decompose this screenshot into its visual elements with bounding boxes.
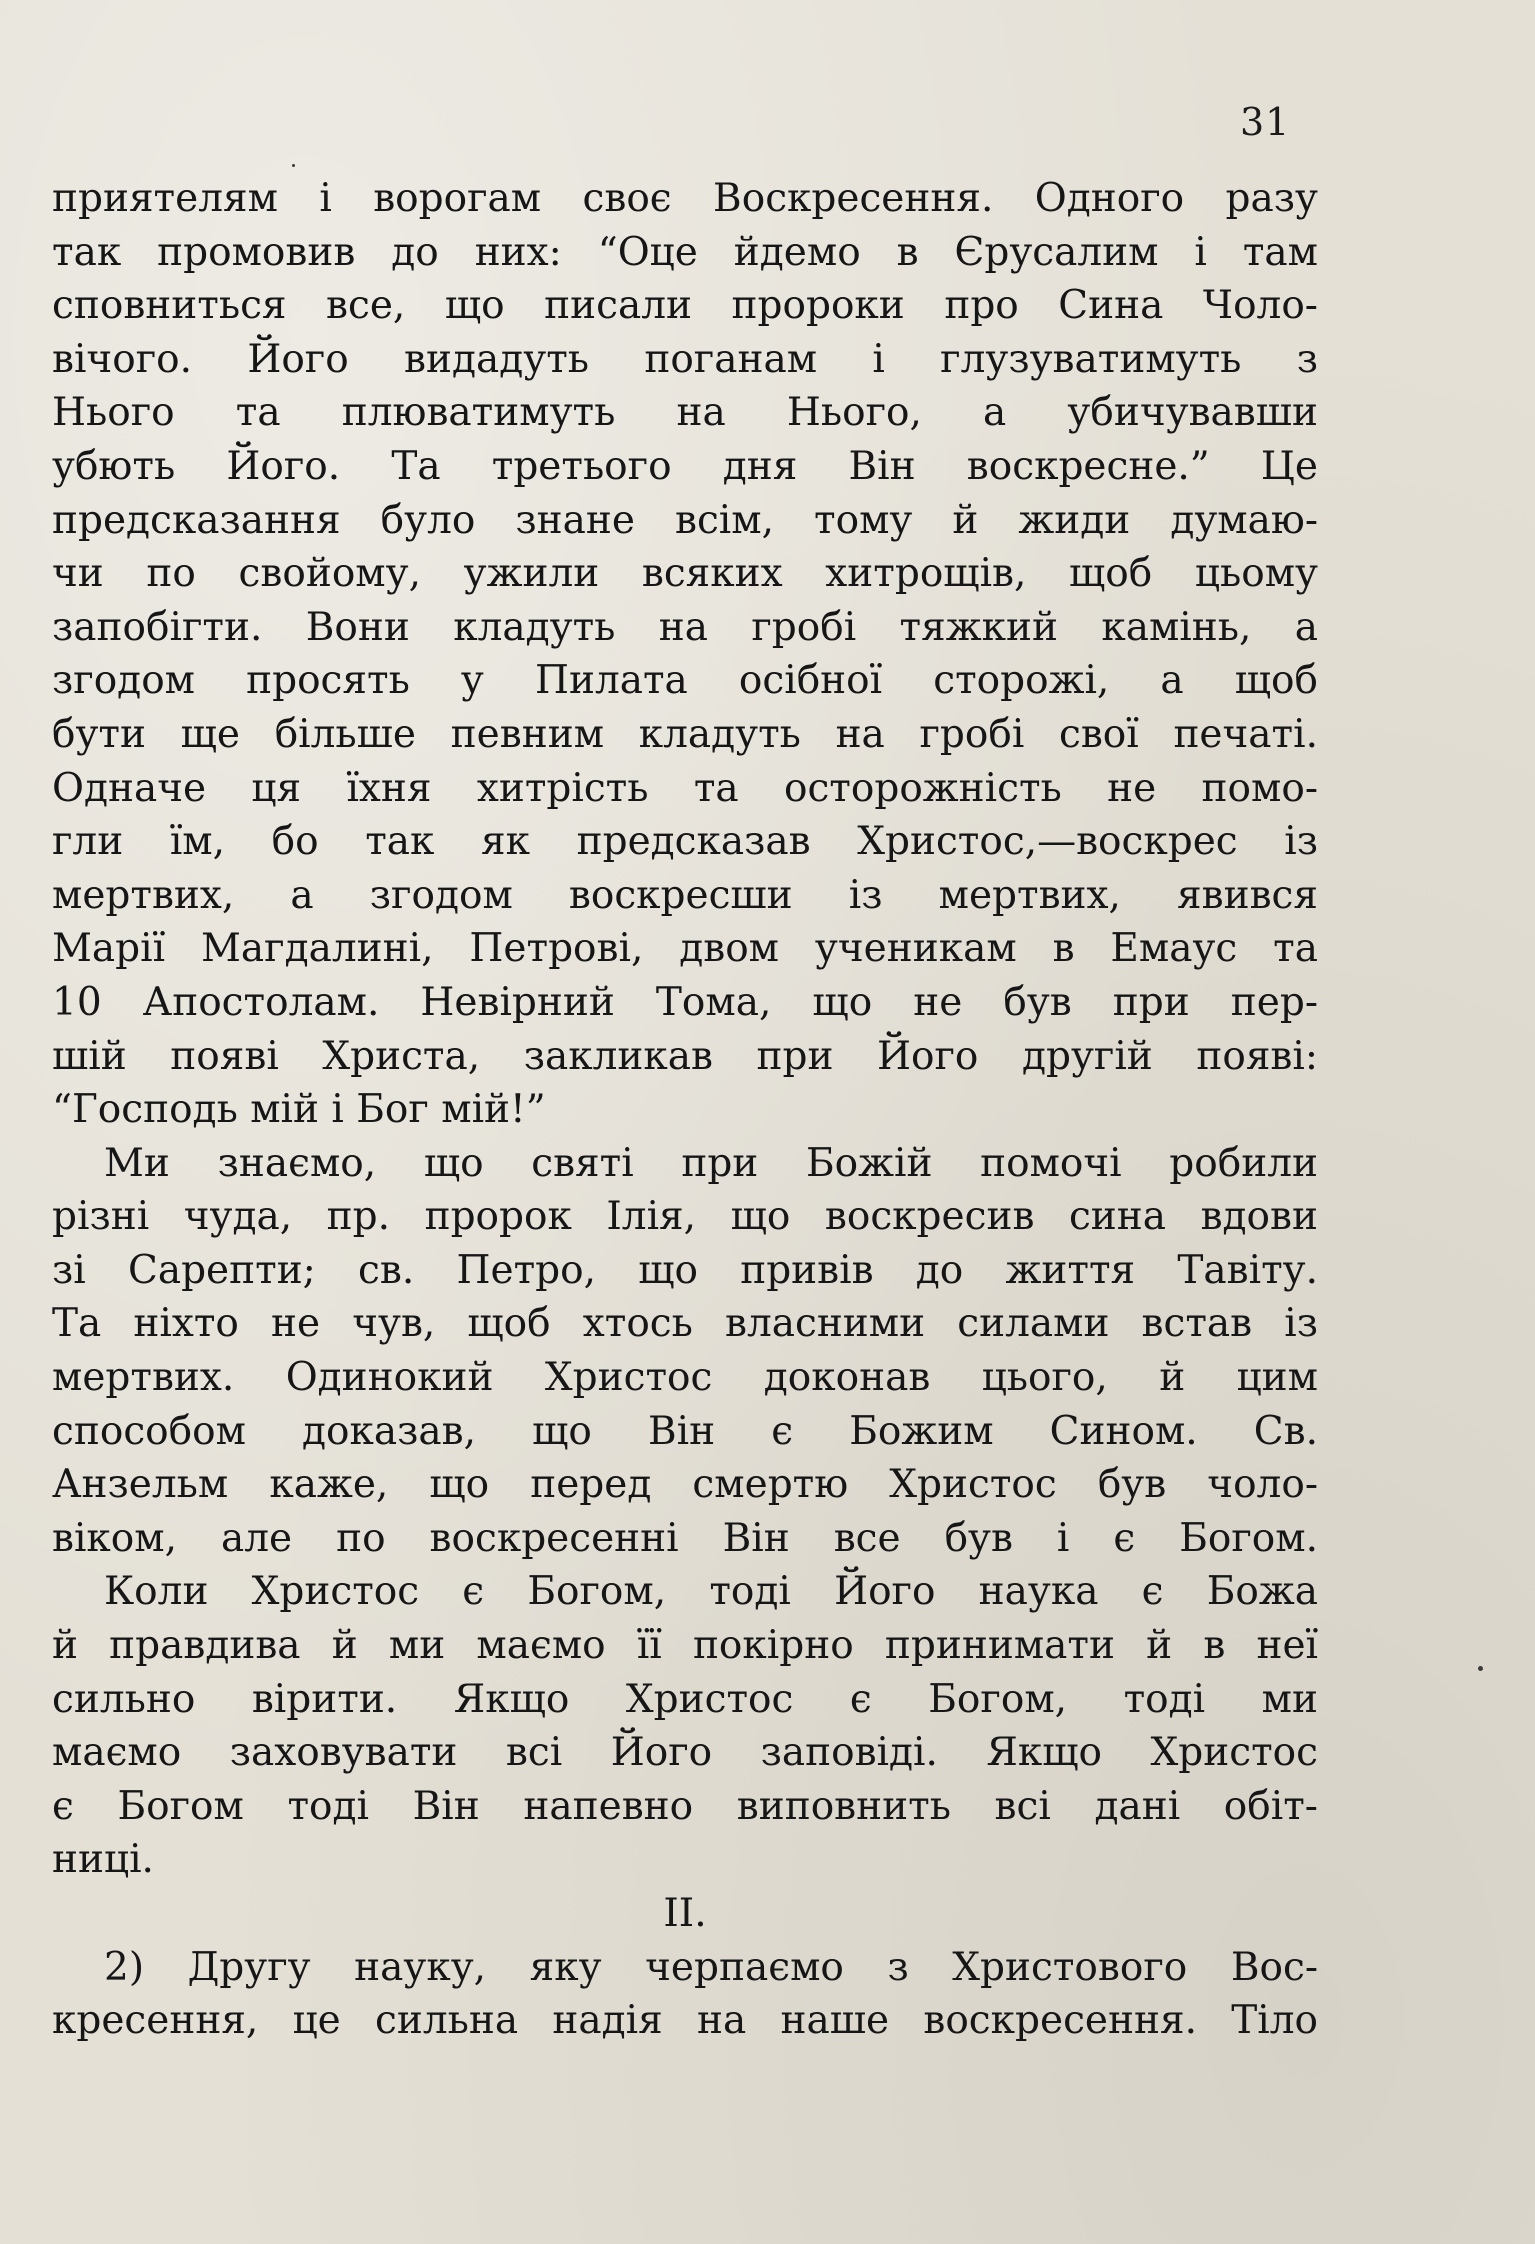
text-line: “Господь мій і Бог мій!” <box>52 1087 546 1133</box>
text-line: гли їм, бо так як предсказав Христос,—воскрес із <box>52 819 1318 865</box>
text-line: маємо заховувати всі Його заповіді. Якщо Христос <box>52 1730 1318 1776</box>
text-line: чи по свойому, ужили всяких хитрощів, щоб цьому <box>52 551 1318 597</box>
text-line: є Богом тоді Він напевно виповнить всі дані обіт- <box>52 1783 1318 1829</box>
text-line: різні чуда, пр. пророк Ілія, що воскресив сина вдови <box>52 1194 1318 1240</box>
text-line: кресення, це сильна надія на наше воскресення. Тіло <box>52 1998 1318 2044</box>
section-heading <box>52 1887 1318 1941</box>
text-line: Ми знаємо, що святі при Божій помочі робили <box>104 1140 1318 1186</box>
text-line: бути ще більше певним кладуть на гробі свої печаті. <box>52 711 1318 757</box>
paper-speck <box>292 164 295 167</box>
text-line: зі Сарепти; св. Петро, що привів до життя Тавіту. <box>52 1247 1318 1293</box>
text-line: шій появі Христа, закликав при Його другій появі: <box>52 1033 1318 1079</box>
text-line: вічого. Його видадуть поганам і глузуватимуть з <box>52 336 1318 382</box>
page-text <box>52 172 1318 2048</box>
text-line: Одначе ця їхня хитрість та осторожність не помо- <box>52 765 1318 811</box>
text-line: приятелям і ворогам своє Воскресення. Одного разу <box>52 176 1318 221</box>
text-line: так промовив до них: “Оце йдемо в Єрусалим і там <box>52 229 1318 275</box>
text-line: Марії Магдалині, Петрові, двом ученикам в Емаус та <box>52 926 1318 972</box>
text-line: мертвих. Одинокий Христос доконав цього, й цим <box>52 1355 1318 1401</box>
paper-speck <box>1478 1666 1483 1671</box>
paragraph-4 <box>52 1941 1318 2048</box>
text-line: предсказання було знане всім, тому й жиди думаю- <box>52 497 1318 543</box>
section-heading-text: II. <box>663 1891 707 1936</box>
text-line: сильно вірити. Якщо Христос є Богом, тоді ми <box>52 1676 1318 1722</box>
text-line: 10 Апостолам. Невірний Тома, що не був при пер- <box>52 979 1318 1025</box>
paragraph-1 <box>52 172 1318 1137</box>
text-line: сповниться все, що писали пророки про Сина Чоло- <box>52 283 1318 329</box>
text-line: ниці. <box>52 1837 154 1883</box>
text-line: Та ніхто не чув, щоб хтось власними силами встав із <box>52 1301 1318 1347</box>
text-line: й правдива й ми маємо її покірно принимати й в неї <box>52 1623 1318 1669</box>
text-line: мертвих, а згодом воскресши із мертвих, явився <box>52 872 1318 918</box>
text-line: запобігти. Вони кладуть на гробі тяжкий камінь, а <box>52 604 1318 650</box>
text-line: способом доказав, що Він є Божим Сином. Св. <box>52 1408 1318 1454</box>
text-line: Коли Христос є Богом, тоді Його наука є Божа <box>104 1569 1318 1615</box>
text-line: Нього та плюватимуть на Нього, а убичувавши <box>52 390 1318 436</box>
text-line: убють Його. Та третього дня Він воскресне.” Це <box>52 443 1318 489</box>
text-line: згодом просять у Пилата осібної сторожі, а щоб <box>52 658 1318 704</box>
paragraph-3 <box>52 1565 1318 1887</box>
text-line: 2) Другу науку, яку черпаємо з Христового Вос- <box>104 1944 1318 1990</box>
paragraph-2 <box>52 1137 1318 1566</box>
text-line: Анзельм каже, що перед смертю Христос був чоло- <box>52 1462 1318 1508</box>
text-line: віком, але по воскресенні Він все був і є Богом. <box>52 1515 1318 1561</box>
page-number: 31 <box>1240 100 1291 144</box>
